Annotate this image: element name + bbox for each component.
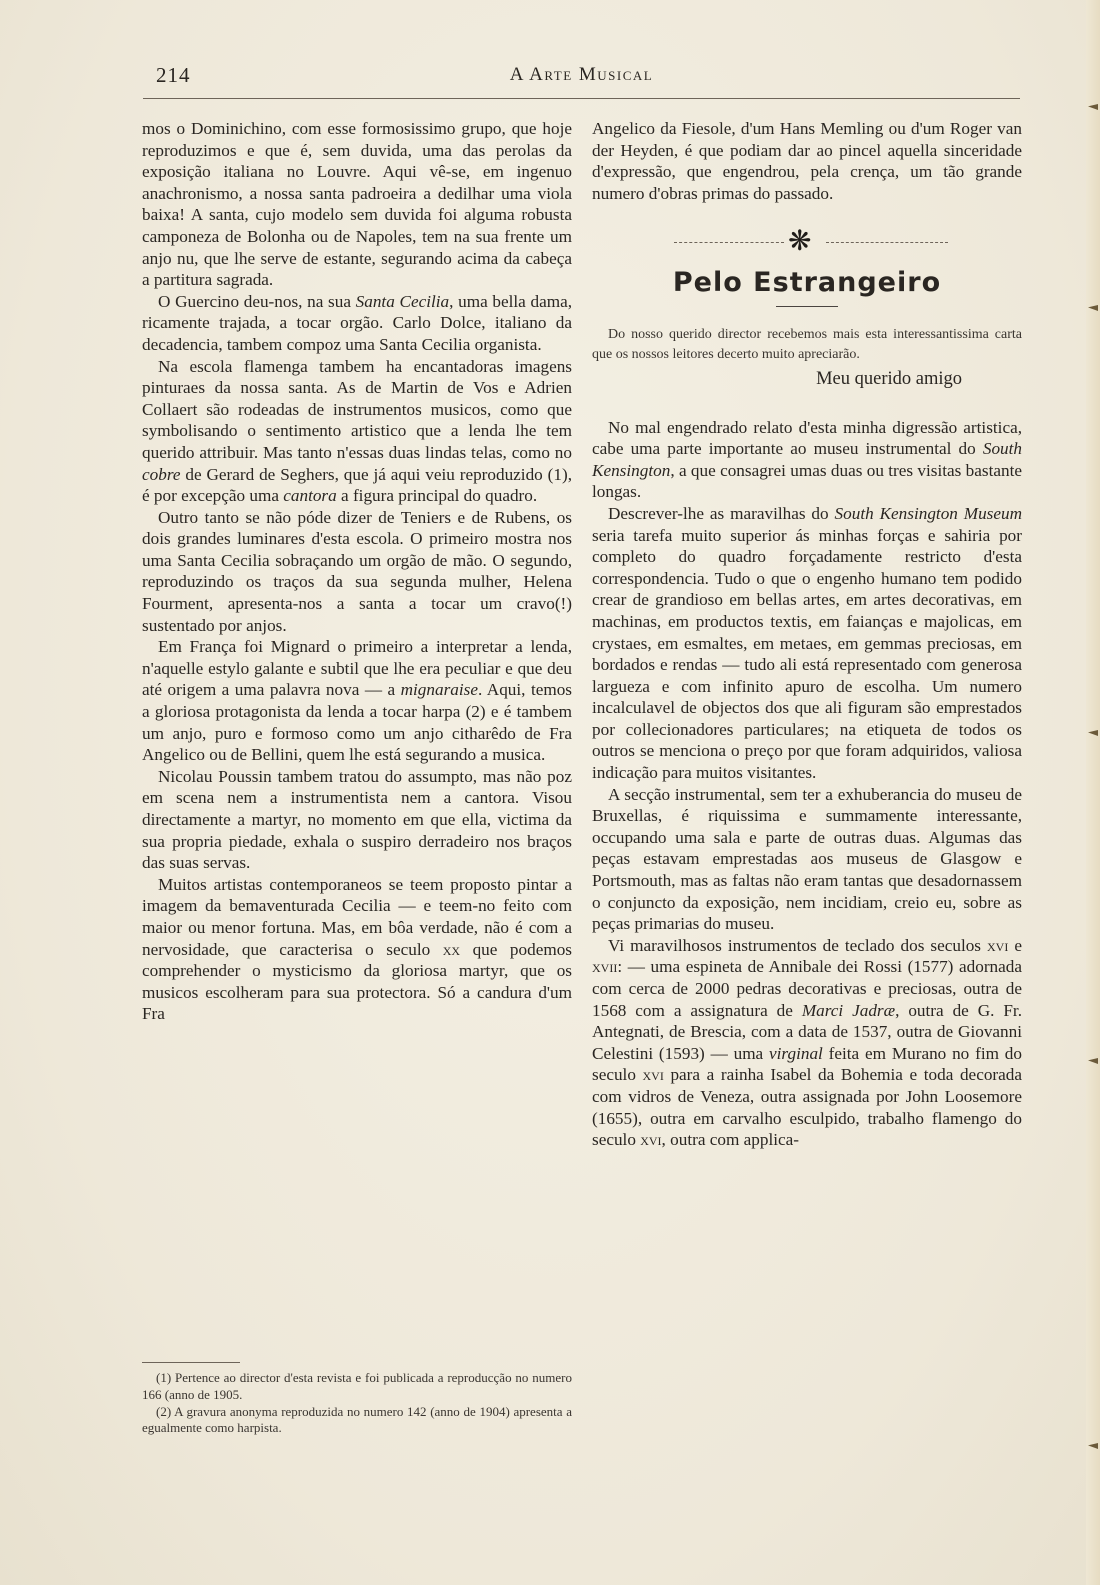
left-paragraph: Nicolau Poussin tambem tratou do assumpto, mas não poz em scena nem a instrumentista nem a cantora. Visou directamente a martyr, no momento em que ella, victima da sua propria piedade, exhala o suspiro derradeiro nos braços das suas servas. [142, 766, 572, 873]
intro-text: Do nosso querido director recebemos mais esta interessantissima carta que os nossos leitores decerto muito apreciarão. [592, 326, 1022, 362]
edge-tab-mark [1088, 1058, 1098, 1064]
letter-body [592, 417, 1022, 1151]
edge-tab-mark [1088, 730, 1098, 736]
divider-line [826, 242, 948, 243]
italic-title: cobre [142, 464, 181, 484]
page-number: 214 [156, 63, 191, 87]
letter-paragraph: Vi maravilhosos instrumentos de teclado dos seculos xvi e xvii: — uma espineta de Annibale dei Rossi (1577) adornada com cerca de 2000 pedras decorativas e preciosas, outra de 1568 com a assignatura de Marci Jadræ, outra de G. Fr. Antegnati, de Brescia, com a data de 1537, outra de Giovanni Celestini (1593) — uma virginal feita em Murano no fim do seculo xvi para a rainha Isabel da Bohemia e toda decorada com vidros de Veneza, outra assignada por John Loosemore (1655), outra em carvalho esculpido, trabalho flamengo do seculo xvi, outra com applica- [592, 935, 1022, 1150]
letter-paragraph: No mal engendrado relato d'esta minha digressão artistica, cabe uma parte importante ao museu instrumental do South Kensington, a que consagrei umas duas ou tres visitas bastante longas. [592, 417, 1022, 502]
header-rule [143, 98, 1020, 99]
left-paragraph: O Guercino deu-nos, na sua Santa Cecilia, uma bella dama, ricamente trajada, a tocar orgão. Carlo Dolce, italiano da decadencia, tambem compoz uma Santa Cecilia organista. [142, 291, 572, 354]
left-paragraph: Na escola flamenga tambem ha encantadoras imagens pinturaes da nossa santa. As de Martin de Vos e Adrien Collaert são rodeadas de instrumentos musicos, como que symbolisando o sentimento artistico que a lenda lhe tem querido attribuir. Mas tanto n'essas duas lindas telas, como no cobre de Gerard de Seghers, que já aqui veiu reproduzido (1), é por excepção uma cantora a figura principal do quadro. [142, 356, 572, 506]
letter-paragraph: A secção instrumental, sem ter a exhuberancia do museu de Bruxellas, é riquissima e summamente interessante, occupando uma sala e parte de outras duas. Algumas das peças estavam emprestadas aos museus de Glasgow e Portsmouth, mas as faltas não eram tantas que desadornassem o conjuncto da exposição, nem incidiam, creio eu, sobre as peças primarias do museu. [592, 784, 1022, 934]
footnote-rule [142, 1362, 240, 1363]
italic-title: South Kensington Museum [834, 503, 1023, 523]
letter-salutation: Meu querido amigo [816, 368, 962, 389]
italic-title: virginal [769, 1043, 823, 1063]
italic-title: cantora [283, 486, 337, 506]
running-title: A Arte Musical [509, 64, 654, 85]
title-rule [776, 306, 838, 307]
roman-numeral: xvi [987, 935, 1009, 955]
section-title: Pelo Estrangeiro [672, 267, 942, 299]
left-paragraph: Muitos artistas contemporaneos se teem proposto pintar a imagem da bemaventurada Cecilia — e teem-no feito com maior ou menor fortuna. Mas, em bôa verdade, não é com a nervosidade, que caracterisa o seculo xx que podemos comprehender o mysticismo da gloriosa martyr, que os musicos escolheram para sua protectora. Só a candura d'um Fra [142, 874, 572, 1024]
roman-numeral: xx [442, 939, 461, 959]
italic-title: Santa Cecilia [355, 291, 450, 311]
italic-title: South Kensington [592, 439, 1022, 480]
left-column [142, 118, 572, 1025]
right-column [592, 118, 1022, 1151]
edge-tab-mark [1088, 305, 1098, 311]
left-paragraph: mos o Dominichino, com esse formosissimo grupo, que hoje reproduzimos e que é, sem duvida, uma das perolas da exposição italiana no Louvre. Aqui vê-se, em ingenuo anachronismo, a nossa santa padroeira a dedilhar uma viola baixa! A santa, cujo modelo sem duvida foi alguma robusta camponeza de Bolonha ou de Napoles, tem na sua frente um anjo nu, que lhe serve de estante, segurando acima da cabeça a partitura sagrada. [142, 119, 572, 290]
roman-numeral: xvii [592, 957, 618, 977]
left-paragraph: Outro tanto se não póde dizer de Teniers e de Rubens, os dois grandes luminares d'esta escola. O primeiro mostra nos uma Santa Cecilia sobraçando um orgão de mão. O segundo, reproduzindo os traços da sua segunda mulher, Helena Fourment, apresenta-nos a santa a tocar um cravo(!) sustentado por anjos. [142, 507, 572, 635]
continuation-paragraph: Angelico da Fiesole, d'um Hans Memling ou d'um Roger van der Heyden, é que podiam dar ao pincel aquella sinceridade d'expressão, que engendrou, pela crença, um tão grande numero d'obras primas do passado. [592, 119, 1022, 203]
footnote-2: (2) A gravura anonyma reproduzida no numero 142 (anno de 1904) apresenta a egualmente como harpista. [142, 1403, 572, 1436]
footnotes [142, 1370, 572, 1437]
page-edge [1086, 0, 1100, 1585]
left-paragraph: Em França foi Mignard o primeiro a interpretar a lenda, n'aquelle estylo galante e subtil que lhe era peculiar e que deu até origem a uma palavra nova — a mignaraise. Aqui, temos a gloriosa protagonista da lenda a tocar harpa (2) e é tambem um anjo, puro e formoso como um anjo citharêdo de Fra Angelico ou de Bellini, quem lhe está segurando a musica. [142, 637, 572, 765]
roman-numeral: xvi [640, 1130, 662, 1150]
divider-line [674, 242, 784, 243]
letter-paragraph: Descrever-lhe as maravilhas do South Kensington Museum seria tarefa muito superior ás minhas forças e sahiria por completo do quadro forçadamente restricto d'esta correspondencia. Tudo o que o engenho humano tem podido crear de grandioso em bellas artes, em artes decorativas, em machinas, em productos textis, em faianças e majolicas, em crystaes, em esmaltes, em metaes, em gemmas preciosas, em bordados e rendas — tudo ali está representado com generosa largueza e com infinito apuro de escolha. Um numero incalculavel de objectos dos que ali figuram são emprestados por collecionadores particulares; na etiqueta de todos os outros se menciona o preço por que foram adquiridos, valiosa indicação para muitos visitantes. [592, 503, 1023, 783]
asterism-ornament-icon: ❋ [788, 226, 812, 258]
edge-tab-mark [1088, 104, 1098, 110]
section-divider [592, 226, 1022, 258]
italic-title: Marci Jadræ [801, 1000, 896, 1020]
roman-numeral: xvi [642, 1065, 664, 1085]
italic-title: mignaraise [400, 680, 478, 700]
page-header [143, 58, 1020, 98]
edge-tab-mark [1088, 1443, 1098, 1449]
editor-intro [592, 325, 1022, 365]
footnote-1: (1) Pertence ao director d'esta revista e foi publicada a reproducção no numero 166 (anno de 1905. [142, 1370, 572, 1402]
